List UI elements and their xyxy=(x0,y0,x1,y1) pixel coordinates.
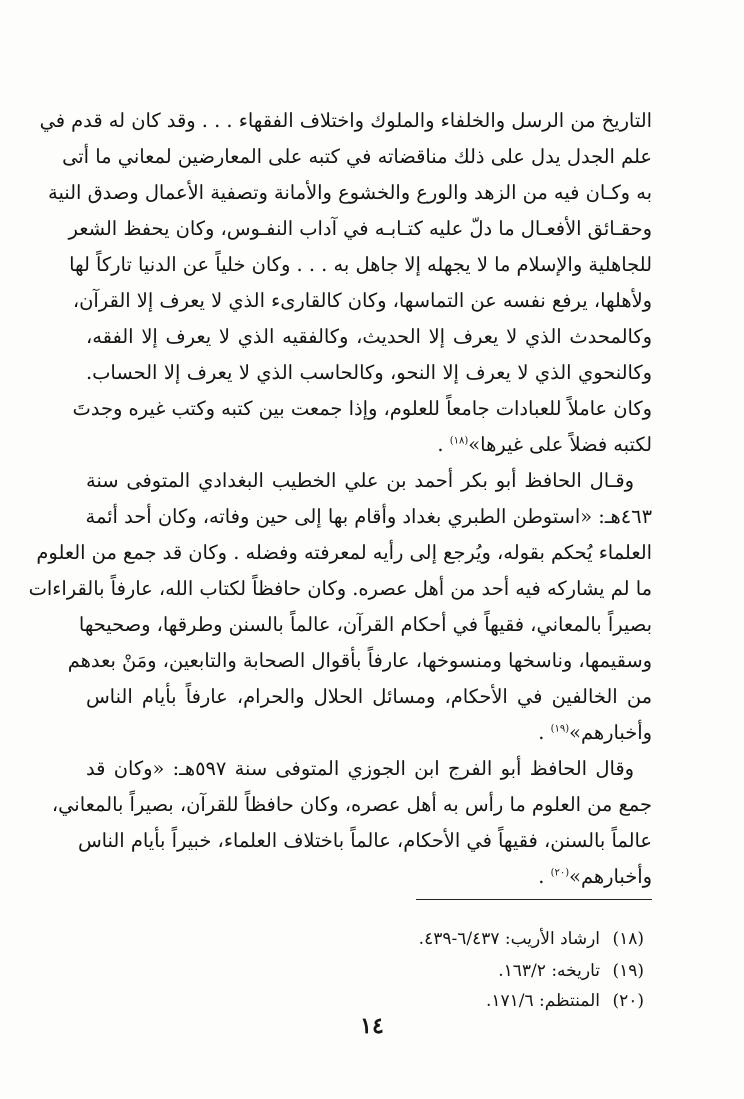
footnote-text: ارشاد الأريب: ٦/٤٣٧-٤٣٩. xyxy=(418,929,600,949)
text-line-4: وحقـائق الأفعـال ما دلّ عليه كتـابـه في آداب النفـوس، وكان يحفظ الشعر xyxy=(68,217,652,240)
text-line-12: ٤٦٣هـ: «استوطن الطبري بغداد وأقام بها إلى حين وفاته، وكان أحد أئمة xyxy=(85,505,652,528)
footnote-18 xyxy=(419,925,644,953)
text-line-6: ولأهلها، يرفع نفسه عن التماسها، وكان كالقارىء الذي لا يعرف إلا القرآن، xyxy=(72,289,652,312)
footnote-ref-18: (١٨) xyxy=(449,435,469,447)
text-line-18-content: وأخبارهم» xyxy=(569,721,652,744)
text-line-15: بصيراً بالمعاني، فقيهاً في أحكام القرآن، عالماً بالسنن وطرقها، وصحيحها xyxy=(78,613,652,636)
text-line-10-content: لكتبه فضلاً على غيرها» xyxy=(468,433,652,456)
text-line-16: وسقيمها، وناسخها ومنسوخها، عارفاً بأقوال الصحابة والتابعين، ومَنْ بعدهم xyxy=(67,649,652,672)
footnote-19 xyxy=(498,957,644,985)
text-line-11: وقـال الحافظ أبو بكر أحمد بن علي الخطيب البغدادي المتوفى سنة xyxy=(86,469,634,492)
paragraph-end-period: . xyxy=(538,865,545,888)
footnote-text: تاريخه: ١٦٣/٢. xyxy=(498,961,600,981)
text-line-17: من الخالفين في الأحكام، ومسائل الحلال والحرام، عارفاً بأيام الناس xyxy=(86,685,652,708)
text-line-20: جمع من العلوم ما رأس به أهل عصره، وكان حافظاً للقرآن، بصيراً بالمعاني، xyxy=(51,793,652,816)
text-line-19: وقال الحافظ أبو الفرج ابن الجوزي المتوفى سنة ٥٩٧هـ: «وكان قد xyxy=(86,757,634,780)
footnote-number: (٢٠) xyxy=(612,991,644,1011)
text-line-22 xyxy=(86,862,652,892)
text-line-9: وكان عاملاً للعبادات جامعاً للعلوم، وإذا جمعت بين كتبه وكتب غيره وجدتَ xyxy=(72,397,652,420)
text-line-13: العلماء يُحكم بقوله، ويُرجع إلى رأيه لمعرفته وفضله . وكان قد جمع من العلوم xyxy=(36,541,652,564)
paragraph-end-period: . xyxy=(437,433,444,456)
text-line-3: به وكـان فيه من الزهد والورع والخشوع والأمانة وتصفية الأعمال وصدق النية xyxy=(48,181,652,204)
footnote-number: (١٩) xyxy=(612,961,644,981)
paragraph-end-period: . xyxy=(538,721,545,744)
text-line-10 xyxy=(86,430,652,460)
text-line-7: وكالمحدث الذي لا يعرف إلا الحديث، وكالفقيه الذي لا يعرف إلا الفقه، xyxy=(86,325,652,348)
footnote-ref-20: (٢٠) xyxy=(550,867,570,879)
text-line-1: التاريخ من الرسل والخلفاء والملوك واختلاف الفقهاء . . . وقد كان له قدم في xyxy=(39,109,652,132)
text-line-14: ما لم يشاركه فيه أحد من أهل عصره. وكان حافظاً لكتاب الله، عارفاً بالقراءات xyxy=(28,577,652,600)
text-line-2: علم الجدل يدل على ذلك مناقضاته في كتبه على المعارضين لمعاني ما أتى xyxy=(62,145,652,168)
text-line-22-content: وأخبارهم» xyxy=(569,865,652,888)
text-line-8: وكالنحوي الذي لا يعرف إلا النحو، وكالحاسب الذي لا يعرف إلا الحساب. xyxy=(86,361,652,384)
text-line-18 xyxy=(86,718,652,748)
footnote-number: (١٨) xyxy=(612,929,644,949)
text-line-21: عالماً بالسنن، فقيهاً في الأحكام، عالماً باختلاف العلماء، خبيراً بأيام الناس xyxy=(77,829,652,852)
page-number: ١٤ xyxy=(360,1013,384,1039)
footnote-ref-19: (١٩) xyxy=(550,723,570,735)
footnote-separator xyxy=(416,899,652,900)
text-line-5: للجاهلية والإسلام ما لا يجهله إلا جاهل به . . . وكان خلياً عن الدنيا تاركاً لها xyxy=(69,253,652,276)
footnote-text: المنتظم: ١٧١/٦. xyxy=(485,991,600,1011)
